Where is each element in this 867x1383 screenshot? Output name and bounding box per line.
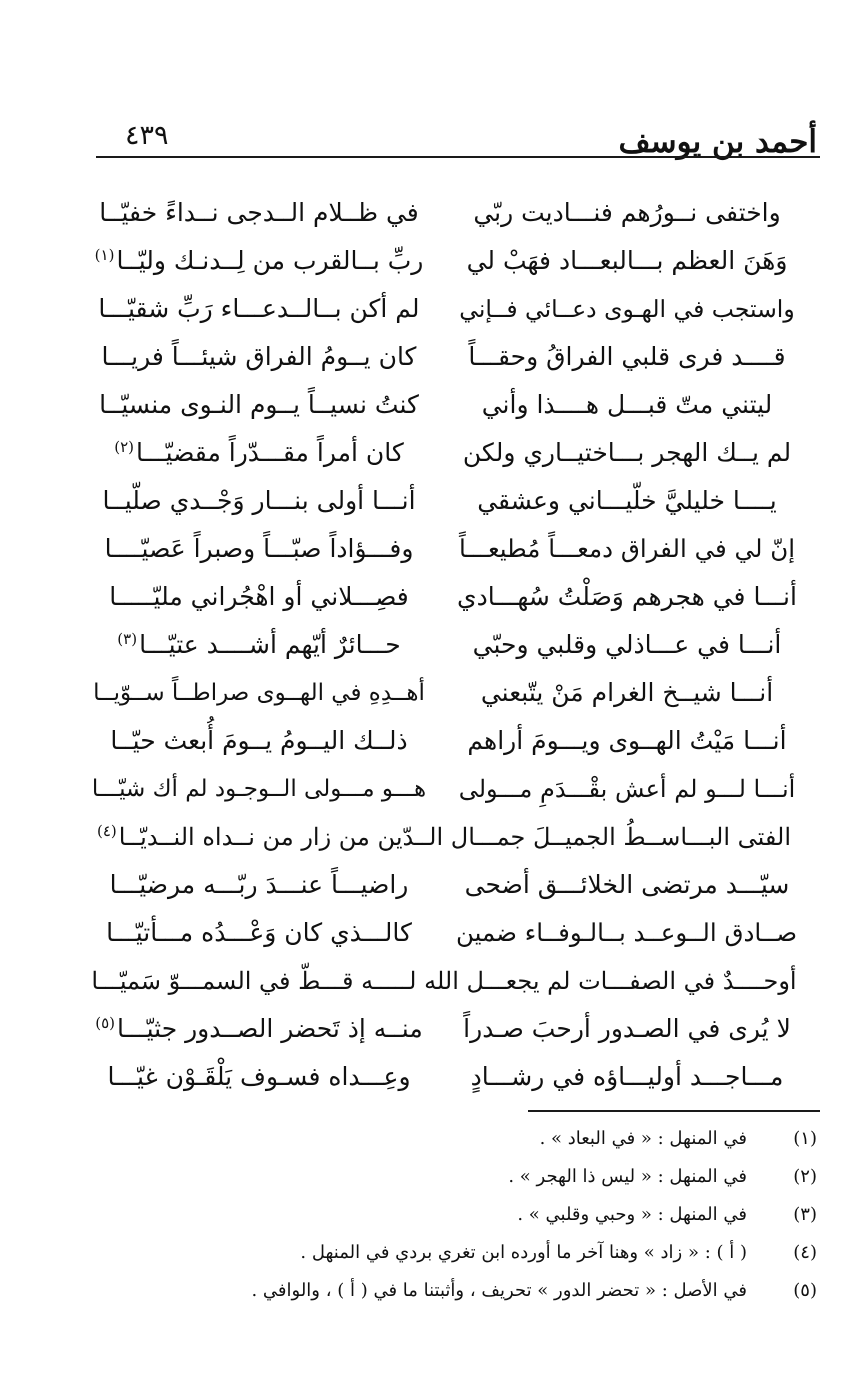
hemistich-text: لم أكن بــالــدعـــاء رَبِّ شقيّـــا	[98, 294, 420, 323]
verse-second-hemistich	[91, 238, 427, 284]
verse-line	[91, 622, 797, 668]
verse-line-full	[91, 814, 797, 860]
verse-first-hemistich: واستجب في الهـوى دعــائي فــإني	[459, 295, 795, 323]
footnote-text: في الأصل : « تحضر الدور » تحريف ، وأثبتنا ما في ( أ ) ، والوافي .	[251, 1280, 747, 1301]
running-head-title: أحمد بن يوسف	[618, 124, 817, 160]
verse-second-hemistich	[91, 622, 427, 668]
hemistich-text: أنـــا أولى بنـــار وَجْــدي صلّيــا	[102, 486, 416, 515]
verse-first-hemistich: قــــد فرى قلبي الفراقُ وحقـــاً	[468, 342, 786, 371]
footnote-number: (٣)	[793, 1204, 817, 1225]
verse-line	[91, 190, 797, 236]
verse-line	[91, 334, 797, 380]
verse-second-hemistich	[91, 910, 427, 956]
verse-first-hemistich: صــادق الــوعــد بــالـوفــاء ضمين	[455, 918, 797, 947]
verse-first-hemistich: يــــا خليليَّ خلّيـــاني وعشقي	[477, 486, 777, 515]
verse-second-hemistich	[91, 670, 427, 716]
footnote	[97, 1122, 817, 1156]
page-number: ٤٣٩	[125, 120, 169, 151]
verse-line	[91, 526, 797, 572]
footnote-number: (٥)	[793, 1280, 817, 1301]
verse-first-hemistich: واختفى نــورُهم فنـــاديت ربّي	[473, 198, 781, 227]
verse-line-full	[91, 958, 797, 1004]
hemistich-text: ذلــك اليــومُ يــومَ أُبعث حيّــا	[110, 726, 408, 755]
verse-first-hemistich: إنّ لي في الفراق دمعـــاً مُطيعـــاً	[458, 534, 796, 563]
footnote	[97, 1236, 817, 1270]
footnote-text: في المنهل : « وحبي وقلبي » .	[517, 1204, 747, 1225]
verse-line	[91, 286, 797, 332]
verse-second-hemistich	[91, 478, 427, 524]
verse-first-hemistich: سيّـــد مرتضى الخلائـــق أضحى	[464, 870, 790, 899]
verse-line	[91, 382, 797, 428]
hemistich-text: ربِّ بــالقرب من لِــدنـك وليّــا	[116, 246, 424, 275]
verse-second-hemistich	[91, 334, 427, 380]
full-line-text: أوحــــدٌ في الصفـــات لم يجعـــل الله لـــــه قـــطّ في السمـــوّ سَميّـــا	[91, 967, 797, 995]
hemistich-text: وعِـــداه فسـوف يَلْقَـوْن غيّـــا	[107, 1062, 411, 1091]
verse-line	[91, 862, 797, 908]
footnote-divider	[528, 1110, 820, 1112]
footnote-text: في المنهل : « في البعاد » .	[539, 1128, 747, 1149]
verse-second-hemistich	[91, 190, 427, 236]
verse-first-hemistich: أنـــا مَيْتُ الهــوى ويـــومَ أراهم	[467, 726, 787, 755]
footnote-number: (١)	[793, 1128, 817, 1149]
verse-first-hemistich: مـــاجـــد أوليـــاؤه في رشـــادٍ	[470, 1062, 784, 1091]
hemistich-text: هـــو مـــولى الــوجـود لم أك شيّـــا	[91, 776, 427, 802]
verse-line	[91, 1054, 797, 1100]
verse-second-hemistich	[91, 526, 427, 572]
verse-first-hemistich: لم يــك الهجر بـــاختيــاري ولكن	[462, 438, 792, 467]
verse-line	[91, 574, 797, 620]
hemistich-text: في ظــلام الــدجى نــداءً خفيّــا	[99, 198, 419, 227]
verse-first-hemistich: ليتني متّ قبـــل هــــذا وأني	[481, 390, 773, 419]
verse-second-hemistich	[91, 718, 427, 764]
verse-first-hemistich: أنـــا في عـــاذلي وقلبي وحبّي	[472, 630, 782, 659]
verse-line	[91, 910, 797, 956]
verse-second-hemistich	[91, 1054, 427, 1100]
full-line-text: الفتى البـــاســطُ الجميــلَ جمـــال الــدّين من زار من نــداه النــديّــا	[118, 823, 791, 851]
footnote	[97, 1198, 817, 1232]
verse-second-hemistich	[91, 574, 427, 620]
footnote-reference[interactable]: (٢)	[114, 437, 134, 456]
footnote-number: (٤)	[793, 1242, 817, 1263]
hemistich-text: منــه إذ تَحضر الصــدور جثيّـــا	[117, 1014, 423, 1043]
verse-full-line	[91, 958, 797, 1004]
verse-first-hemistich: أنـــا شيــخ الغرام مَنْ يتّبعني	[480, 678, 774, 707]
verse-line	[91, 670, 797, 716]
verse-second-hemistich	[91, 430, 427, 476]
verse-first-hemistich: لا يُرى في الصـدور أرحبَ صـدراً	[463, 1014, 791, 1043]
footnote	[97, 1160, 817, 1194]
hemistich-text: راضيـــاً عنـــدَ ربّـــه مرضيّـــا	[109, 870, 409, 899]
verse-second-hemistich	[91, 1006, 427, 1052]
hemistich-text: فصِـــلاني أو اهْجُراني مليّـــــا	[109, 582, 409, 611]
verse-line	[91, 766, 797, 812]
verse-first-hemistich: أنـــا في هجرهم وَصَلْتُ سُهـــادي	[457, 582, 797, 611]
footnote-reference[interactable]: (٣)	[117, 629, 138, 648]
footnote-reference[interactable]: (١)	[94, 245, 115, 264]
hemistich-text: حـــائرٌ أيّهم أشــــد عتيّـــا	[139, 630, 401, 659]
verse-second-hemistich	[91, 382, 427, 428]
verse-second-hemistich	[91, 766, 427, 812]
hemistich-text: وفـــؤاداً صبّـــاً وصبراً عَصيّــــا	[104, 534, 414, 563]
verse-line	[91, 478, 797, 524]
hemistich-text: كنتُ نسيــاً يــوم النـوى منسيّــا	[99, 390, 419, 419]
verse-line	[91, 1006, 797, 1052]
verse-second-hemistich	[91, 862, 427, 908]
hemistich-text: كالـــذي كان وَعْـــدُه مـــأتيّـــا	[106, 918, 412, 947]
verse-line	[91, 718, 797, 764]
footnote-text: ( أ ) : « زاد » وهنا آخر ما أورده ابن تغري بردي في المنهل .	[300, 1242, 747, 1263]
verse-line	[91, 238, 797, 284]
verse-line	[91, 430, 797, 476]
footnote-reference[interactable]: (٤)	[97, 822, 117, 840]
footnote-reference[interactable]: (٥)	[95, 1013, 116, 1032]
hemistich-text: كان أمراً مقـــدّراً مقضيّـــا	[135, 438, 404, 467]
verse-first-hemistich: وَهَنَ العظم بـــالبعـــاد فهَبْ لي	[466, 246, 788, 275]
footnote-number: (٢)	[793, 1166, 817, 1187]
footnote-text: في المنهل : « ليس ذا الهجر » .	[508, 1166, 747, 1187]
hemistich-text: كان يــومُ الفراق شيئـــاً فريـــا	[101, 342, 417, 371]
verse-full-line	[91, 814, 797, 860]
hemistich-text: أهــدِهِ في الهــوى صراطــاً ســوّيــا	[93, 680, 425, 706]
verse-second-hemistich	[91, 286, 427, 332]
header-divider	[96, 156, 820, 158]
verse-first-hemistich: أنـــا لـــو لم أعش بقْـــدَمِ مـــولى	[458, 775, 796, 803]
footnote	[97, 1274, 817, 1308]
